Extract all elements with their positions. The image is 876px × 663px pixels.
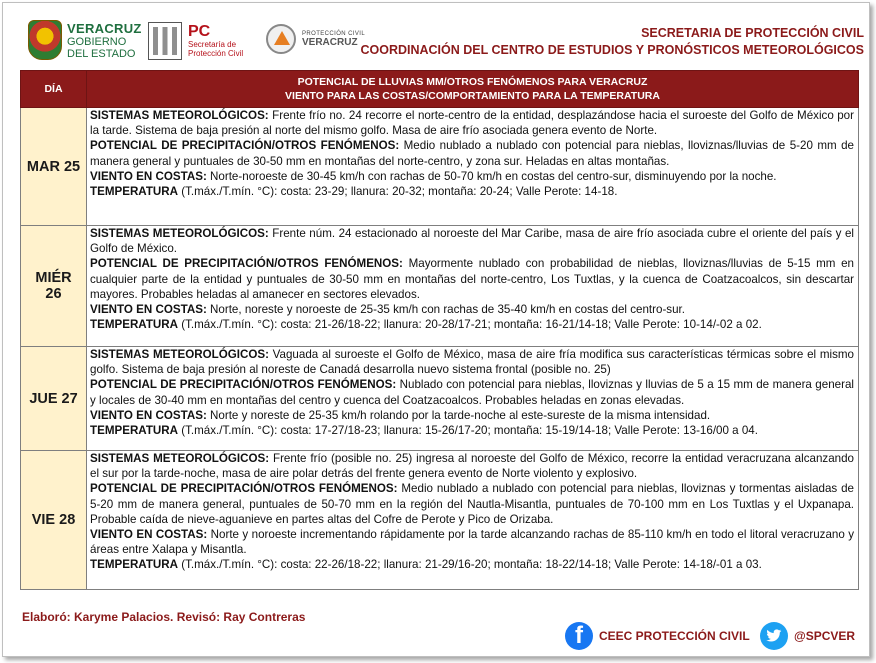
potencial-paragraph [90, 481, 854, 527]
logo-pc-sub1: Secretaría de [188, 40, 237, 49]
potencial-label: POTENCIAL DE PRECIPITACIÓN/OTROS FENÓMENOS: [90, 482, 398, 496]
viento-paragraph [90, 302, 854, 317]
potencial-label: POTENCIAL DE PRECIPITACIÓN/OTROS FENÓMENOS: [90, 139, 400, 153]
sistemas-text: Frente núm. 24 estacionado al noroeste del Mar Caribe, masa de aire frío asociada cubre el oriente del país y el Golfo de México. [90, 227, 854, 256]
day-cell: VIE 28 [21, 451, 87, 590]
temperatura-paragraph [90, 557, 854, 572]
sistemas-label: SISTEMAS METEOROLÓGICOS: [90, 227, 269, 240]
twitter-label: @SPCVER [794, 629, 856, 643]
civil-protection-triangle-icon [266, 24, 296, 54]
table-header-row [21, 71, 859, 108]
header-main-line2: VIENTO PARA LAS COSTAS/COMPORTAMIENTO PARA LA TEMPERATURA [285, 90, 660, 102]
temperatura-paragraph [90, 423, 854, 438]
temperatura-text: (T.máx./T.mín. °C): costa: 21-26/18-22; llanura: 20-28/17-21; montaña: 16-21/14-18; Valle Perote: 10-14/-02 a 02. [178, 318, 762, 332]
viento-paragraph [90, 527, 854, 557]
day-cell [21, 226, 87, 347]
content-cell [87, 347, 859, 451]
logo-veracruz [28, 20, 142, 60]
state-seal-icon [28, 20, 62, 60]
sistemas-label: SISTEMAS METEOROLÓGICOS: [90, 452, 270, 465]
logo-pcv-small: PROTECCIÓN CIVIL [302, 30, 366, 37]
potencial-paragraph [90, 377, 854, 407]
viento-paragraph [90, 408, 854, 423]
facebook-label: CEEC PROTECCIÓN CIVIL [599, 629, 750, 643]
twitter-bird-icon [760, 622, 788, 650]
potencial-text: Nublado con potencial para nieblas, lloviznas y lluvias de 5 a 15 mm de manera general y locales de 30-40 mm en montañas del centro y cuenca del Coatzacoalcos. Probables heladas en zonas elevadas. [90, 378, 854, 407]
logo-veracruz-line1: VERACRUZ [67, 20, 142, 36]
table-row [21, 226, 859, 347]
facebook-icon: f [565, 622, 593, 650]
potencial-text: Medio nublado a nublado con potencial para nieblas, lloviznas y tormentas aisladas de 5-20 mm de manera general, puntuales de 50-70 mm en la región del Nautla-Misantla, puntuales de 70-100 mm en Los Tuxtlas y el Uxpanapa. Probable caída de nieve-aguanieve en partes altas del Cofre de Perote y Pico de Orizaba. [90, 482, 854, 526]
agency-title: SECRETARIA DE PROTECCIÓN CIVIL [641, 26, 864, 40]
viento-paragraph [90, 169, 854, 184]
potencial-label: POTENCIAL DE PRECIPITACIÓN/OTROS FENÓMENOS: [90, 378, 397, 392]
viento-label: VIENTO EN COSTAS: [90, 528, 208, 542]
temperatura-text: (T.máx./T.mín. °C): costa: 17-27/18-23; llanura: 15-26/17-20; montaña: 15-19/14-18; Valle Perote: 13-16/00 a 04. [178, 424, 758, 438]
forecast-table [20, 70, 859, 590]
temperatura-label: TEMPERATURA [90, 185, 179, 199]
logo-veracruz-line3: DEL ESTADO [67, 47, 136, 60]
potencial-paragraph [90, 138, 854, 168]
logo-veracruz-line2: GOBIERNO [67, 35, 127, 48]
temperatura-paragraph [90, 184, 854, 199]
logo-pc-title: PC [188, 23, 211, 40]
temperatura-label: TEMPERATURA [90, 558, 179, 572]
sistemas-paragraph [90, 347, 854, 377]
viento-text: Norte, noreste y noroeste de 25-35 km/h con rachas de 35-40 km/h en costas del centro-sur. [206, 303, 685, 317]
day-line2: 26 [45, 286, 62, 302]
credits: Elaboró: Karyme Palacios. Revisó: Ray Contreras [22, 610, 306, 624]
sistemas-paragraph [90, 226, 854, 256]
table-row [21, 108, 859, 226]
header-day: DÍA [21, 71, 87, 108]
logo-pc-sub2: Protección Civil [188, 49, 244, 58]
pc-shield-icon [148, 22, 182, 60]
potencial-text: Mayormente nublado con probabilidad de nieblas, lloviznas/lluvias de 5-15 mm en cualquier parte de la entidad y puntuales de 30-50 mm en montañas del norte-centro, Los Tuxtlas, y la cuenca de Coatzacoalcos, sin descartar mayores. Probables heladas al amanecer en sectores elevados. [90, 257, 854, 301]
facebook-link[interactable] [565, 622, 750, 650]
agency-subtitle: COORDINACIÓN DEL CENTRO DE ESTUDIOS Y PRONÓSTICOS METEOROLÓGICOS [360, 43, 864, 57]
sistemas-paragraph [90, 108, 854, 138]
temperatura-text: (T.máx./T.mín. °C): costa: 22-26/18-22; llanura: 21-29/16-20; montaña: 18-22/14-18; Valle Perote: 14-18/-01 a 03. [178, 558, 762, 572]
viento-label: VIENTO EN COSTAS: [90, 408, 207, 422]
sistemas-text: Frente frío no. 24 recorre el norte-centro de la entidad, desplazándose hacia el suroeste del Golfo de México por la tarde. Sistema de baja presión al norte del mismo golfo. Masa de aire frío asociada genera evento de Norte. [90, 109, 854, 138]
sistemas-text: Vaguada al suroeste el Golfo de México, masa de aire fría modifica sus características térmicas sobre el mismo golfo. Sistema de baja presión al noreste de Canadá desarrolla nuevo sistema frontal (posible no. 25) [90, 348, 854, 377]
viento-text: Norte-noroeste de 30-45 km/h con rachas de 50-70 km/h en costas del centro-sur, disminuyendo por la noche. [206, 169, 777, 183]
temperatura-label: TEMPERATURA [90, 424, 179, 438]
day-cell: MAR 25 [21, 108, 87, 226]
sistemas-label: SISTEMAS METEOROLÓGICOS: [90, 348, 269, 361]
potencial-text: Medio nublado a nublado con potencial para nieblas, lloviznas/lluvias de 5-20 mm de manera general y puntuales de 30-50 mm en montañas del norte-centro, y zona sur. Heladas en altas montañas. [90, 139, 854, 168]
day-cell: JUE 27 [21, 347, 87, 451]
twitter-link[interactable] [760, 622, 855, 650]
potencial-paragraph [90, 256, 854, 302]
sistemas-label: SISTEMAS METEOROLÓGICOS: [90, 109, 269, 122]
temperatura-text: (T.máx./T.mín. °C): costa: 23-29; llanura: 20-32; montaña: 20-24; Valle Perote: 14-18. [178, 185, 618, 199]
day-line1: MIÉR [35, 270, 72, 286]
logo-proteccion-civil [148, 22, 243, 60]
temperatura-label: TEMPERATURA [90, 318, 179, 332]
viento-text: Norte y noreste de 25-35 km/h rolando por la tarde-noche al este-sureste de la misma intensidad. [206, 408, 711, 422]
temperatura-paragraph [90, 317, 854, 332]
header-main-line1: POTENCIAL DE LLUVIAS MM/OTROS FENÓMENOS PARA VERACRUZ [297, 76, 648, 88]
sistemas-paragraph [90, 451, 854, 481]
logo-pcv-big: VERACRUZ [302, 36, 358, 48]
sistemas-text: Frente frío (posible no. 25) ingresa al noroeste del Golfo de México, recorre la entidad veracruzana alcanzando el sur por la tarde-noche, masa de aire polar detrás del frente genera evento de Norte violento y explosivo. [90, 452, 854, 481]
content-cell [87, 226, 859, 347]
twitter-bird-svg [766, 629, 782, 643]
table-row [21, 347, 859, 451]
header-main [87, 71, 859, 108]
potencial-label: POTENCIAL DE PRECIPITACIÓN/OTROS FENÓMENOS: [90, 257, 403, 271]
content-cell [87, 451, 859, 590]
content-cell [87, 108, 859, 226]
viento-text: Norte y noroeste incrementando rápidamente por la tarde alcanzando rachas de 85-110 km/h en todo el litoral veracruzano y áreas entre Xalapa y Misantla. [90, 528, 855, 557]
logo-proteccion-civil-veracruz [266, 24, 365, 54]
viento-label: VIENTO EN COSTAS: [90, 169, 207, 183]
viento-label: VIENTO EN COSTAS: [90, 303, 207, 317]
table-row [21, 451, 859, 590]
